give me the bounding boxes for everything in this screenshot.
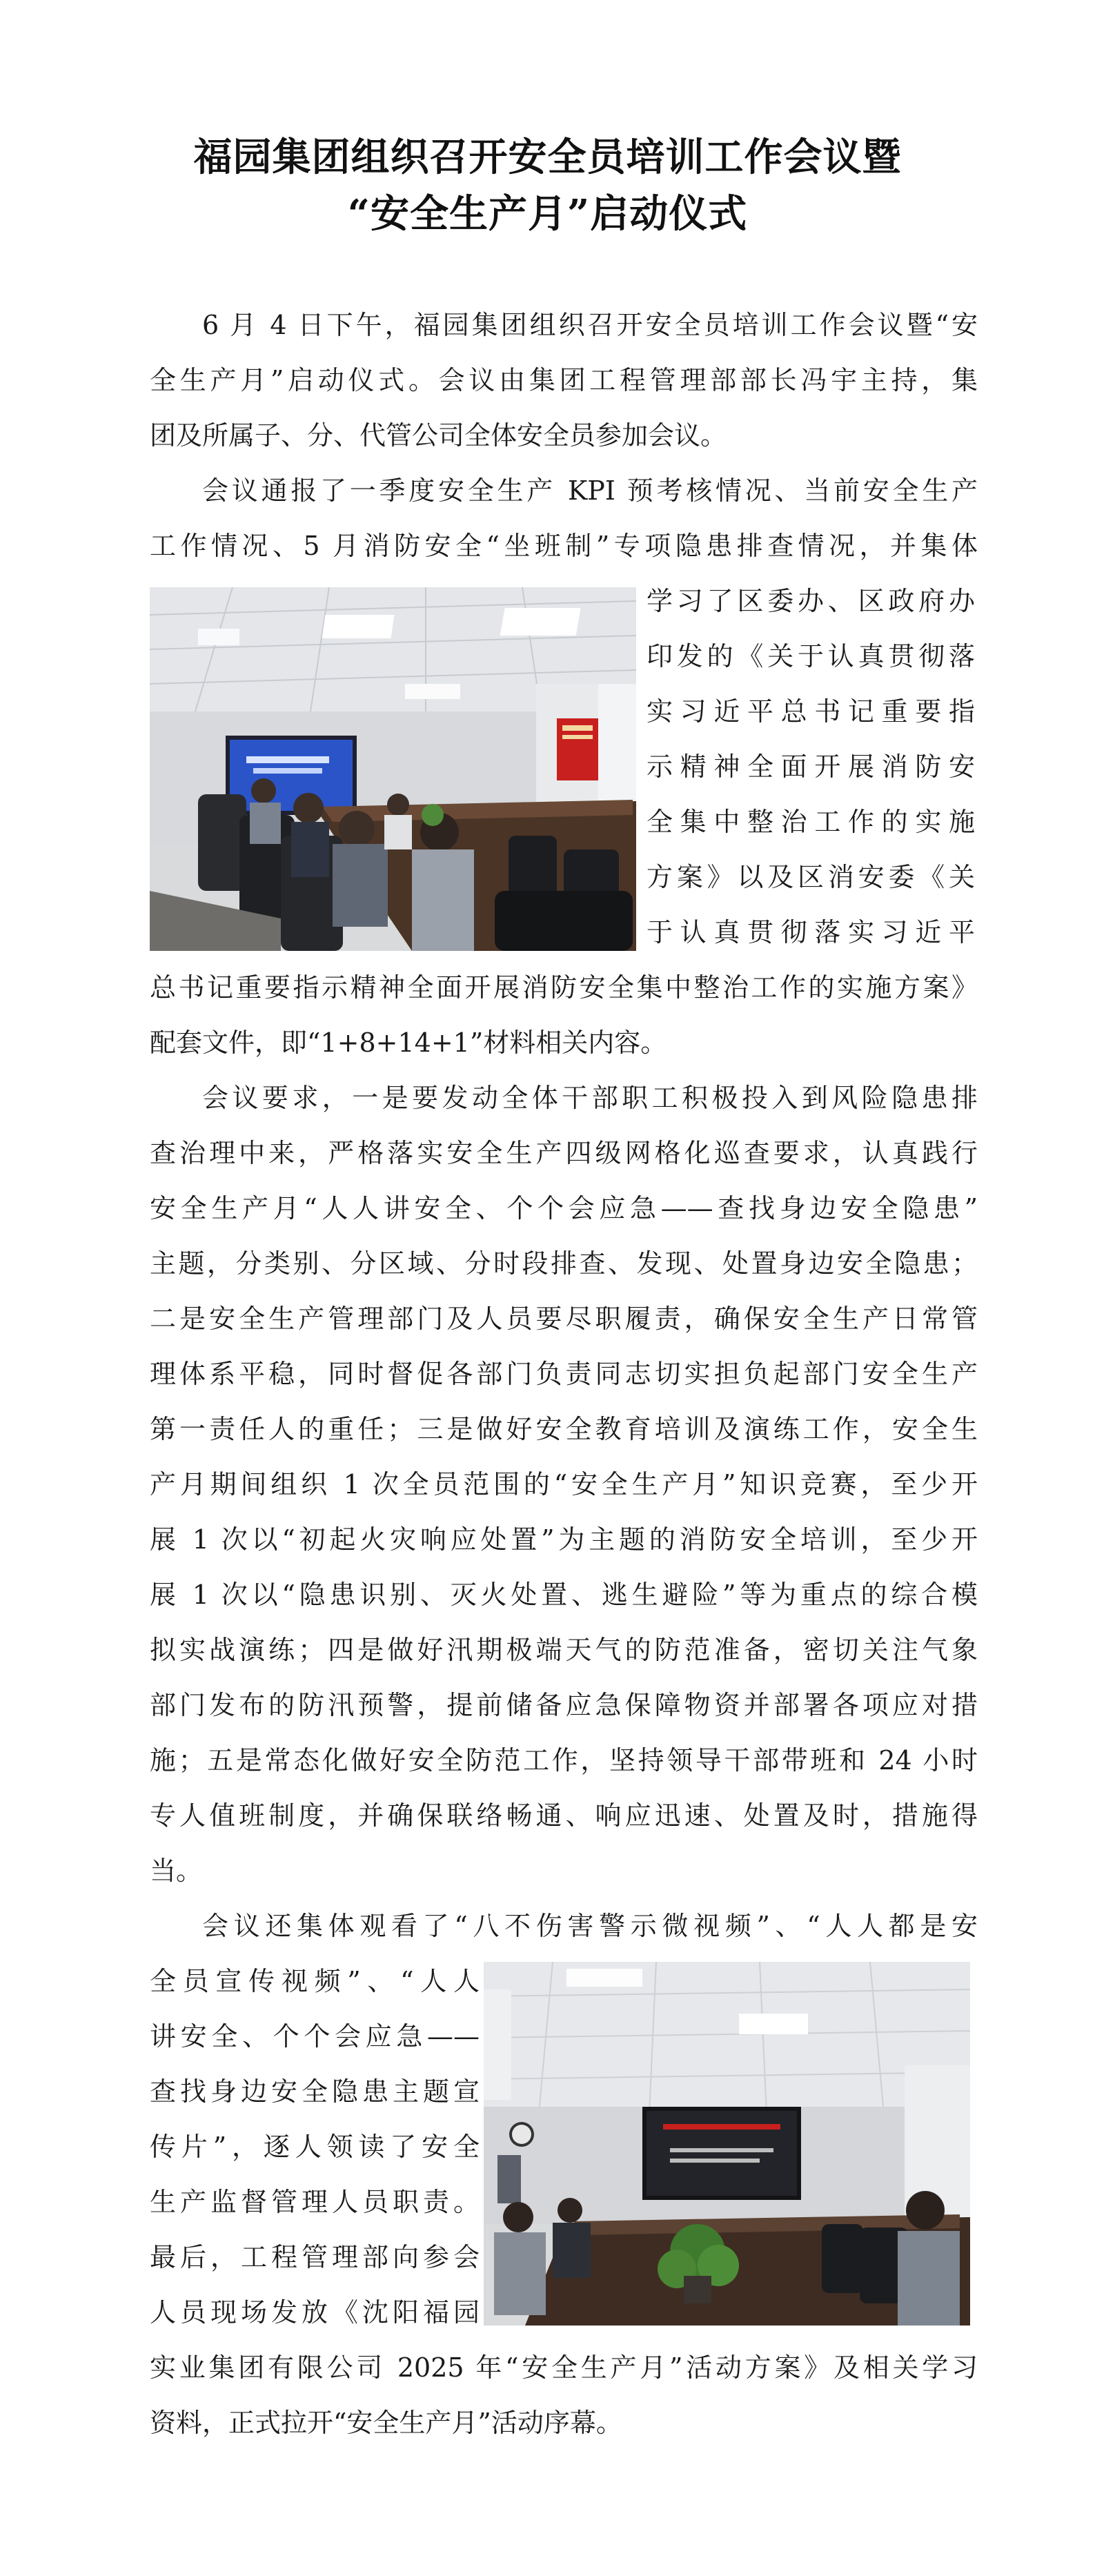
paragraph-1-line: 团及所属子、分、代管公司全体安全员参加会议。 (150, 420, 727, 451)
paragraph-2-line: 总书记重要指示精神全面开展消防安全集中整治工作的实施方案》 (150, 972, 978, 1003)
paragraph-3-line: 理体系平稳，同时督促各部门负责同志切实担负起部门安全生产 (150, 1359, 978, 1389)
paragraph-4-line: 人员现场发放《沈阳福园 (150, 2297, 480, 2328)
paragraph-3-line: 施；五是常态化做好安全防范工作，坚持领导干部带班和 24 小时 (150, 1745, 978, 1776)
paragraph-3-line: 展 1 次以“隐患识别、灭火处置、逃生避险”等为重点的综合模 (150, 1580, 978, 1610)
paragraph-4-line: 传片”，逐人领读了安全 (150, 2132, 480, 2162)
meeting-photo-1 (150, 587, 636, 951)
paragraph-4-line: 资料，正式拉开“安全生产月”活动序幕。 (150, 2408, 622, 2438)
paragraph-3-line: 产月期间组织 1 次全员范围的“安全生产月”知识竞赛，至少开 (150, 1469, 978, 1500)
paragraph-4-line: 全员宣传视频”、“人人 (150, 1966, 480, 1996)
paragraph-2-line: 全集中整治工作的实施 (647, 807, 975, 837)
paragraph-2-line: 学习了区委办、区政府办 (647, 586, 975, 616)
paragraph-4-line: 实业集团有限公司 2025 年“安全生产月”活动方案》及相关学习 (150, 2352, 978, 2383)
paragraph-2-line: 配套文件，即“1+8+14+1”材料相关内容。 (150, 1028, 667, 1058)
article-title-line-2: “安全生产月”启动仪式 (347, 191, 748, 237)
paragraph-3-line: 主题，分类别、分区域、分时段排查、发现、处置身边安全隐患； (150, 1248, 978, 1279)
paragraph-3-line: 查治理中来，严格落实安全生产四级网格化巡查要求，认真践行 (150, 1138, 978, 1168)
paragraph-4-line: 讲安全、个个会应急—— (150, 2021, 480, 2052)
paragraph-3-line: 第一责任人的重任；三是做好安全教育培训及演练工作，安全生 (150, 1414, 978, 1444)
paragraph-4-wrap-column (150, 1954, 480, 2340)
paragraph-4-line: 会议还集体观看了“八不伤害警示微视频”、“人人都是安 (202, 1911, 978, 1941)
paragraph-2-line: 示精神全面开展消防安 (647, 751, 975, 782)
paragraph-3-line: 当。 (150, 1856, 203, 1886)
paragraph-3-line: 拟实战演练；四是做好汛期极端天气的防范准备，密切关注气象 (150, 1635, 978, 1665)
paragraph-2-line: 会议通报了一季度安全生产 KPI 预考核情况、当前安全生产 (202, 475, 978, 506)
paragraph-2-line: 工作情况、5 月消防安全“坐班制”专项隐患排查情况，并集体 (150, 531, 978, 561)
paragraph-4-line: 查找身边安全隐患主题宣 (150, 2076, 480, 2107)
paragraph-4-line: 生产监督管理人员职责。 (150, 2187, 480, 2217)
paragraph-1-line: 全生产月”启动仪式。会议由集团工程管理部部长冯宇主持，集 (150, 365, 978, 395)
paragraph-3-line: 安全生产月“人人讲安全、个个会应急——查找身边安全隐患” (150, 1193, 978, 1223)
meeting-photo-2 (484, 1962, 970, 2326)
paragraph-2-line: 方案》以及区消安委《关 (647, 862, 975, 892)
paragraph-3-line: 会议要求，一是要发动全体干部职工积极投入到风险隐患排 (202, 1083, 978, 1113)
paragraph-2-line: 印发的《关于认真贯彻落 (647, 641, 975, 671)
paragraph-3-line: 部门发布的防汛预警，提前储备应急保障物资并部署各项应对措 (150, 1690, 978, 1720)
paragraph-1-line: 6 月 4 日下午，福园集团组织召开安全员培训工作会议暨“安 (202, 310, 978, 340)
paragraph-2-line: 于认真贯彻落实习近平 (647, 917, 975, 947)
paragraph-3-line: 专人值班制度，并确保联络畅通、响应迅速、处置及时，措施得 (150, 1800, 978, 1831)
paragraph-2-line: 实习近平总书记重要指 (647, 696, 975, 727)
paragraph-3-line: 展 1 次以“初起火灾响应处置”为主题的消防安全培训，至少开 (150, 1524, 978, 1555)
article-title-line-1: 福园集团组织召开安全员培训工作会议暨 (193, 135, 902, 180)
paragraph-2-wrap-column (647, 573, 975, 960)
paragraph-3-line: 二是安全生产管理部门及人员要尽职履责，确保安全生产日常管 (150, 1304, 978, 1334)
paragraph-4-line: 最后，工程管理部向参会 (150, 2242, 480, 2272)
